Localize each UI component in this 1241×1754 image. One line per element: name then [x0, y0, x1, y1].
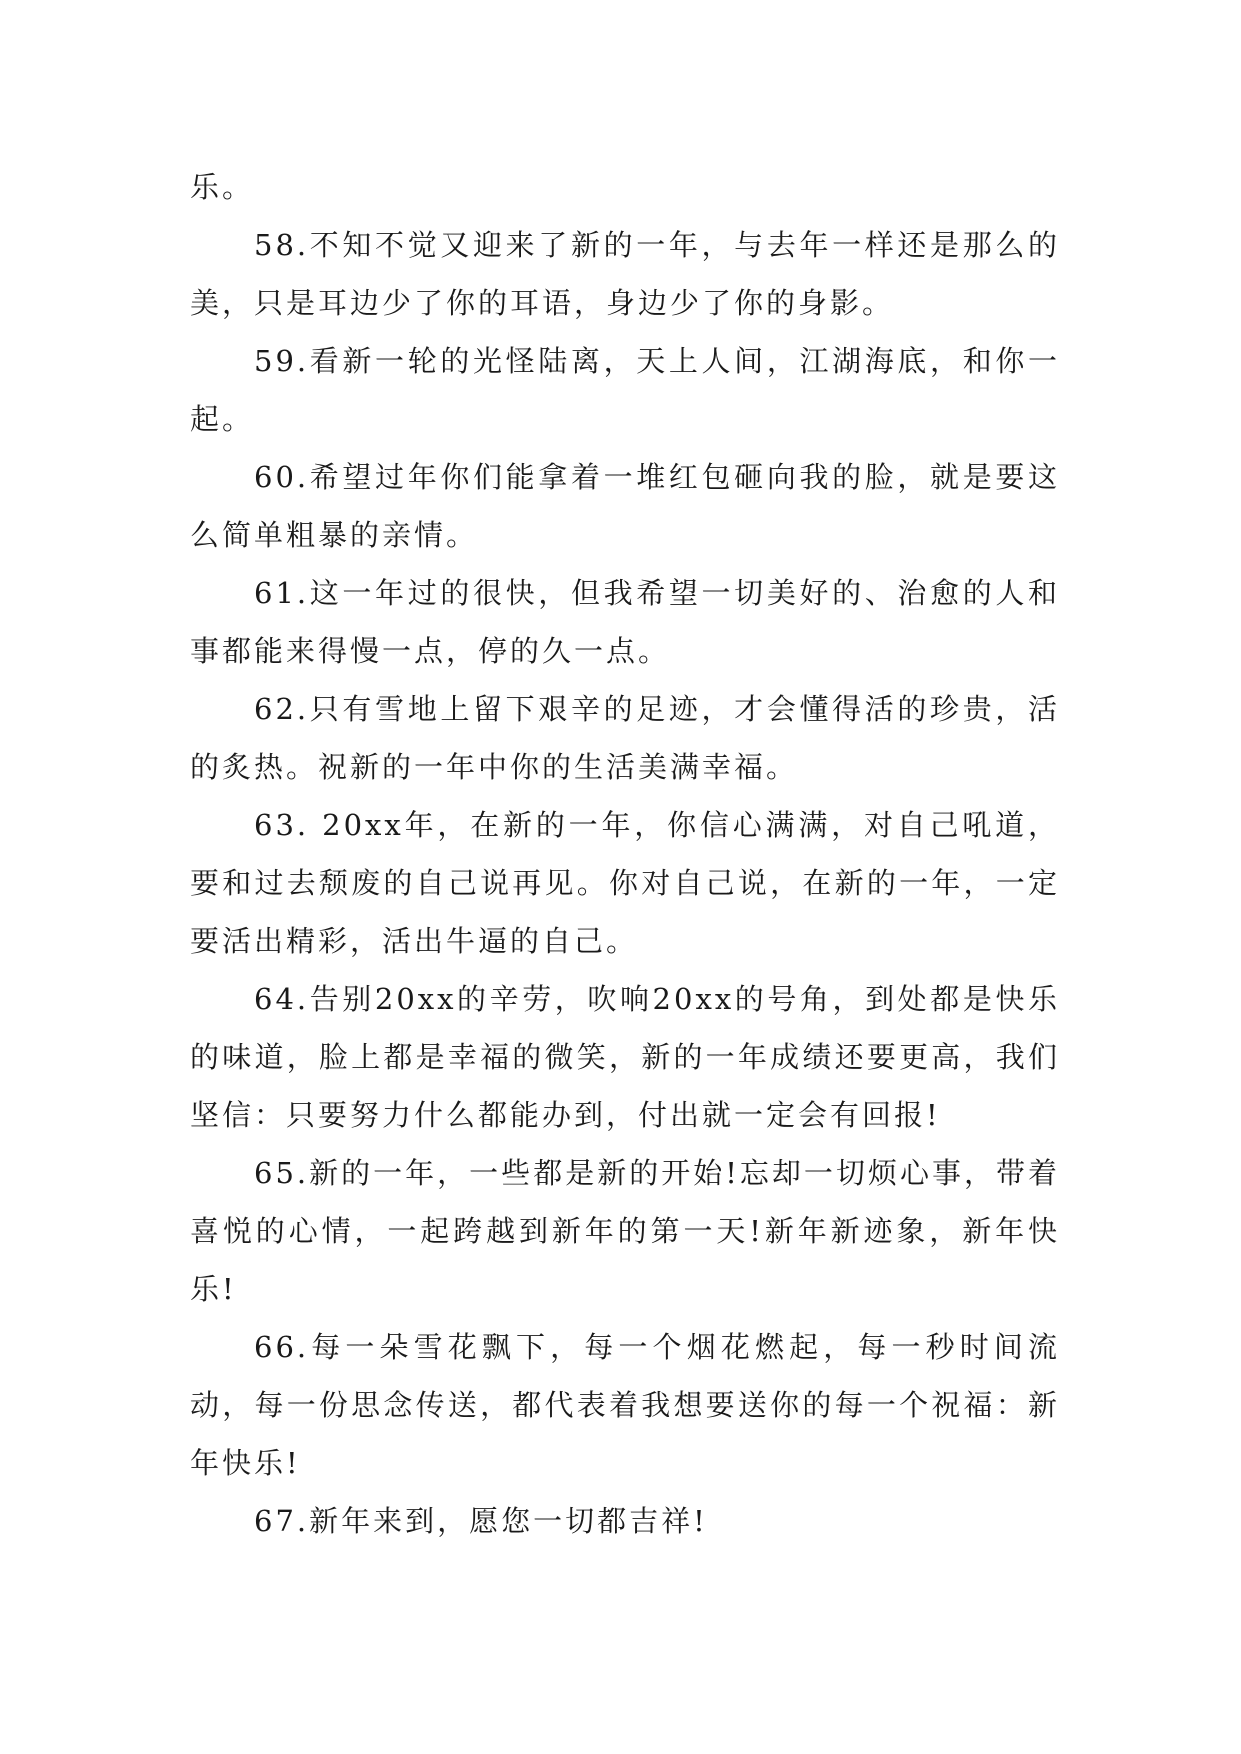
paragraph: 62.只有雪地上留下艰辛的足迹，才会懂得活的珍贵，活的炙热。祝新的一年中你的生活美满幸福。 — [190, 692, 1060, 784]
paragraph: 61.这一年过的很快，但我希望一切美好的、治愈的人和事都能来得慢一点，停的久一点。 — [190, 576, 1060, 668]
paragraph: 63. 20xx年，在新的一年，你信心满满，对自己吼道，要和过去颓废的自己说再见。你对自己说，在新的一年，一定要活出精彩，活出牛逼的自己。 — [190, 808, 1060, 958]
paragraph: 58.不知不觉又迎来了新的一年，与去年一样还是那么的美，只是耳边少了你的耳语，身边少了你的身影。 — [190, 228, 1060, 320]
paragraph: 59.看新一轮的光怪陆离，天上人间，江湖海底，和你一起。 — [190, 344, 1060, 436]
paragraph: 65.新的一年，一些都是新的开始!忘却一切烦心事，带着喜悦的心情，一起跨越到新年的第一天!新年新迹象，新年快乐! — [190, 1156, 1060, 1306]
paragraph: 64.告别20xx的辛劳，吹响20xx的号角，到处都是快乐的味道，脸上都是幸福的微笑，新的一年成绩还要更高，我们坚信：只要努力什么都能办到，付出就一定会有回报! — [190, 982, 1060, 1132]
document-body — [190, 158, 1060, 1550]
paragraph: 67.新年来到，愿您一切都吉祥! — [254, 1504, 708, 1538]
paragraph: 60.希望过年你们能拿着一堆红包砸向我的脸，就是要这么简单粗暴的亲情。 — [190, 460, 1060, 552]
paragraph: 乐。 — [190, 170, 255, 204]
paragraph: 66.每一朵雪花飘下，每一个烟花燃起，每一秒时间流动，每一份思念传送，都代表着我想要送你的每一个祝福：新年快乐! — [190, 1330, 1060, 1480]
